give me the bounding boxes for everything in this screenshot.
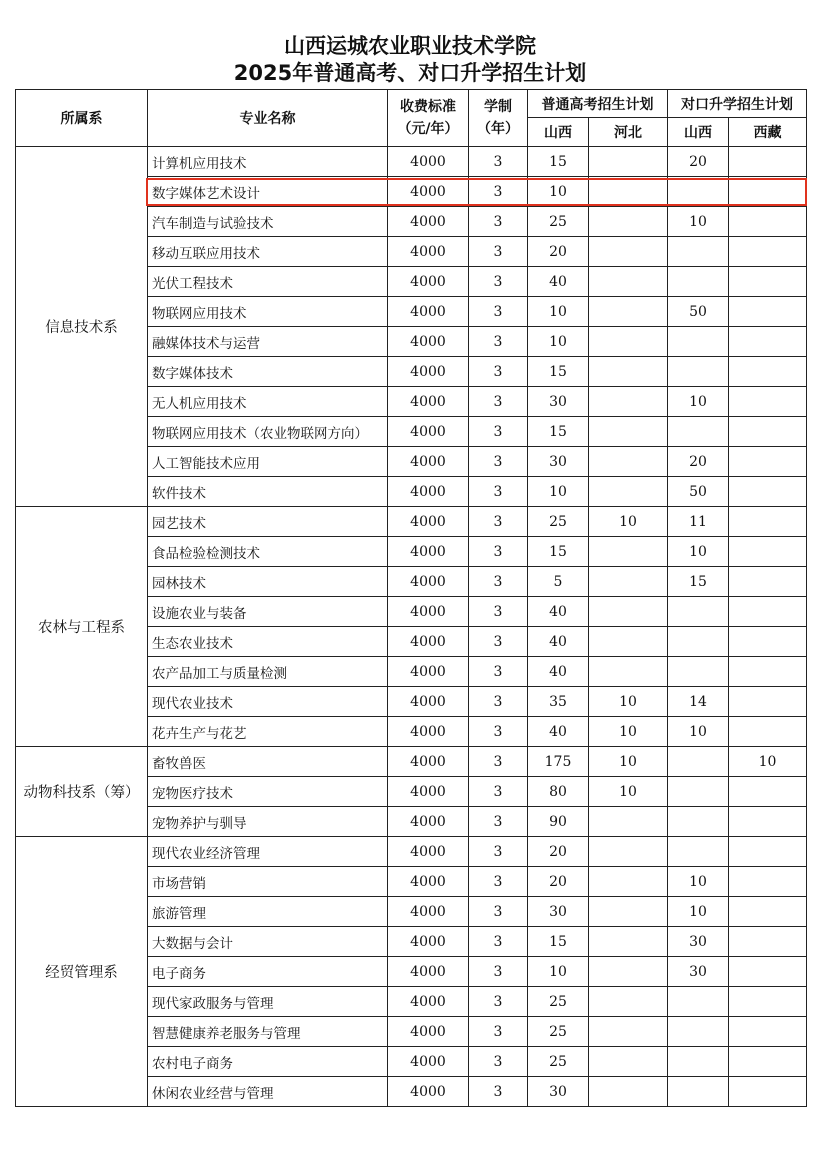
major-name: 设施农业与装备 [148,597,388,627]
header-dept: 所属系 [16,90,148,147]
vocational-xizang-value [729,777,807,807]
vocational-xizang-value [729,987,807,1017]
fee-value: 4000 [388,777,469,807]
years-value: 3 [469,897,528,927]
vocational-xizang-value [729,717,807,747]
years-value: 3 [469,447,528,477]
general-shanxi-value: 10 [528,177,589,207]
vocational-xizang-value [729,807,807,837]
major-name: 人工智能技术应用 [148,447,388,477]
general-hebei-value [589,147,668,177]
years-value: 3 [469,627,528,657]
general-shanxi-value: 5 [528,567,589,597]
fee-value: 4000 [388,357,469,387]
vocational-shanxi-value: 30 [668,957,729,987]
years-value: 3 [469,927,528,957]
vocational-xizang-value [729,897,807,927]
header-years-line2: （年） [477,121,519,137]
major-name: 生态农业技术 [148,627,388,657]
vocational-xizang-value [729,417,807,447]
general-shanxi-value: 175 [528,747,589,777]
major-name: 光伏工程技术 [148,267,388,297]
fee-value: 4000 [388,687,469,717]
vocational-shanxi-value [668,807,729,837]
general-shanxi-value: 40 [528,627,589,657]
page-subtitle: 2025年普通高考、对口升学招生计划 [233,61,587,85]
vocational-xizang-value [729,567,807,597]
general-hebei-value [589,327,668,357]
years-value: 3 [469,1047,528,1077]
major-name: 数字媒体技术 [148,357,388,387]
vocational-shanxi-value: 10 [668,387,729,417]
years-value: 3 [469,777,528,807]
fee-value: 4000 [388,297,469,327]
fee-value: 4000 [388,387,469,417]
general-hebei-value [589,297,668,327]
general-hebei-value [589,567,668,597]
fee-value: 4000 [388,537,469,567]
fee-value: 4000 [388,477,469,507]
major-name: 畜牧兽医 [148,747,388,777]
general-shanxi-value: 10 [528,297,589,327]
years-value: 3 [469,417,528,447]
general-hebei-value [589,627,668,657]
general-hebei-value: 10 [589,777,668,807]
vocational-shanxi-value [668,777,729,807]
general-hebei-value [589,867,668,897]
vocational-shanxi-value: 14 [668,687,729,717]
vocational-shanxi-value: 20 [668,447,729,477]
years-value: 3 [469,237,528,267]
vocational-xizang-value [729,597,807,627]
vocational-xizang-value [729,627,807,657]
header-vocational-plan: 对口升学招生计划 [668,90,807,118]
fee-value: 4000 [388,597,469,627]
years-value: 3 [469,177,528,207]
years-value: 3 [469,957,528,987]
general-hebei-value [589,1077,668,1107]
fee-value: 4000 [388,717,469,747]
department-name: 信息技术系 [16,147,148,507]
major-name: 园林技术 [148,567,388,597]
vocational-shanxi-value: 50 [668,297,729,327]
vocational-xizang-value [729,327,807,357]
general-hebei-value [589,657,668,687]
major-name: 物联网应用技术 [148,297,388,327]
general-hebei-value: 10 [589,507,668,537]
fee-value: 4000 [388,987,469,1017]
general-shanxi-value: 10 [528,477,589,507]
years-value: 3 [469,267,528,297]
general-shanxi-value: 25 [528,1047,589,1077]
general-shanxi-value: 80 [528,777,589,807]
years-value: 3 [469,657,528,687]
vocational-xizang-value [729,927,807,957]
vocational-shanxi-value [668,1077,729,1107]
fee-value: 4000 [388,867,469,897]
vocational-xizang-value [729,657,807,687]
vocational-shanxi-value [668,627,729,657]
fee-value: 4000 [388,567,469,597]
vocational-shanxi-value [668,747,729,777]
years-value: 3 [469,837,528,867]
major-name: 旅游管理 [148,897,388,927]
major-name: 大数据与会计 [148,927,388,957]
general-hebei-value [589,837,668,867]
general-hebei-value: 10 [589,687,668,717]
fee-value: 4000 [388,207,469,237]
general-hebei-value [589,357,668,387]
years-value: 3 [469,807,528,837]
major-name: 现代农业经济管理 [148,837,388,867]
vocational-shanxi-value [668,597,729,627]
general-hebei-value [589,477,668,507]
general-shanxi-value: 10 [528,327,589,357]
header-major: 专业名称 [148,90,388,147]
vocational-shanxi-value: 10 [668,867,729,897]
years-value: 3 [469,597,528,627]
fee-value: 4000 [388,417,469,447]
years-value: 3 [469,507,528,537]
general-hebei-value [589,897,668,927]
general-hebei-value [589,237,668,267]
vocational-xizang-value [729,537,807,567]
general-hebei-value [589,417,668,447]
vocational-shanxi-value [668,837,729,867]
vocational-xizang-value [729,477,807,507]
major-name: 花卉生产与花艺 [148,717,388,747]
fee-value: 4000 [388,627,469,657]
fee-value: 4000 [388,507,469,537]
major-name: 数字媒体艺术设计 [148,177,388,207]
general-shanxi-value: 25 [528,1017,589,1047]
general-hebei-value [589,177,668,207]
years-value: 3 [469,747,528,777]
fee-value: 4000 [388,1017,469,1047]
general-shanxi-value: 30 [528,1077,589,1107]
vocational-xizang-value: 10 [729,747,807,777]
department-name: 农林与工程系 [16,507,148,747]
header-vocational-xizang: 西藏 [729,118,807,147]
general-hebei-value [589,1017,668,1047]
general-hebei-value: 10 [589,747,668,777]
vocational-shanxi-value [668,1047,729,1077]
fee-value: 4000 [388,447,469,477]
general-shanxi-value: 40 [528,597,589,627]
major-name: 食品检验检测技术 [148,537,388,567]
major-name: 物联网应用技术（农业物联网方向） [148,417,388,447]
years-value: 3 [469,1077,528,1107]
fee-value: 4000 [388,1077,469,1107]
header-years-line1: 学制 [484,99,512,115]
fee-value: 4000 [388,897,469,927]
major-name: 移动互联应用技术 [148,237,388,267]
major-name: 休闲农业经营与管理 [148,1077,388,1107]
general-shanxi-value: 15 [528,417,589,447]
major-name: 农村电子商务 [148,1047,388,1077]
general-shanxi-value: 35 [528,687,589,717]
general-hebei-value [589,957,668,987]
major-name: 宠物养护与驯导 [148,807,388,837]
general-shanxi-value: 25 [528,987,589,1017]
vocational-shanxi-value [668,987,729,1017]
major-name: 市场营销 [148,867,388,897]
vocational-xizang-value [729,687,807,717]
fee-value: 4000 [388,267,469,297]
vocational-xizang-value [729,837,807,867]
general-hebei-value [589,597,668,627]
enrollment-table [15,89,807,1107]
header-general-hebei: 河北 [589,118,668,147]
general-shanxi-value: 15 [528,927,589,957]
vocational-xizang-value [729,237,807,267]
vocational-shanxi-value [668,1017,729,1047]
vocational-xizang-value [729,1077,807,1107]
general-shanxi-value: 15 [528,147,589,177]
years-value: 3 [469,1017,528,1047]
page-title: 山西运城农业职业技术学院 [284,34,536,58]
fee-value: 4000 [388,747,469,777]
vocational-shanxi-value [668,357,729,387]
vocational-xizang-value [729,867,807,897]
fee-value: 4000 [388,837,469,867]
major-name: 园艺技术 [148,507,388,537]
fee-value: 4000 [388,327,469,357]
vocational-shanxi-value: 30 [668,927,729,957]
years-value: 3 [469,477,528,507]
major-name: 宠物医疗技术 [148,777,388,807]
vocational-xizang-value [729,507,807,537]
vocational-shanxi-value: 11 [668,507,729,537]
years-value: 3 [469,567,528,597]
vocational-xizang-value [729,147,807,177]
major-name: 农产品加工与质量检测 [148,657,388,687]
years-value: 3 [469,537,528,567]
header-fee-line1: 收费标准 [400,99,456,115]
vocational-xizang-value [729,267,807,297]
vocational-xizang-value [729,1047,807,1077]
vocational-shanxi-value: 15 [668,567,729,597]
vocational-xizang-value [729,387,807,417]
general-shanxi-value: 90 [528,807,589,837]
vocational-xizang-value [729,177,807,207]
vocational-xizang-value [729,957,807,987]
major-name: 无人机应用技术 [148,387,388,417]
major-name: 计算机应用技术 [148,147,388,177]
general-shanxi-value: 40 [528,657,589,687]
years-value: 3 [469,387,528,417]
vocational-shanxi-value [668,417,729,447]
vocational-shanxi-value: 10 [668,717,729,747]
major-name: 智慧健康养老服务与管理 [148,1017,388,1047]
fee-value: 4000 [388,657,469,687]
general-shanxi-value: 30 [528,897,589,927]
header-fee-line2: （元/年） [397,121,459,137]
vocational-shanxi-value [668,237,729,267]
table-row [16,837,807,867]
vocational-xizang-value [729,297,807,327]
general-shanxi-value: 20 [528,867,589,897]
vocational-shanxi-value: 20 [668,147,729,177]
vocational-shanxi-value [668,177,729,207]
general-hebei-value [589,207,668,237]
general-shanxi-value: 25 [528,507,589,537]
fee-value: 4000 [388,1047,469,1077]
major-name: 软件技术 [148,477,388,507]
general-hebei-value [589,927,668,957]
vocational-xizang-value [729,447,807,477]
general-shanxi-value: 30 [528,447,589,477]
general-shanxi-value: 30 [528,387,589,417]
header-vocational-shanxi: 山西 [668,118,729,147]
general-shanxi-value: 15 [528,537,589,567]
general-hebei-value [589,987,668,1017]
years-value: 3 [469,987,528,1017]
vocational-shanxi-value: 10 [668,537,729,567]
general-shanxi-value: 40 [528,717,589,747]
years-value: 3 [469,327,528,357]
years-value: 3 [469,687,528,717]
vocational-shanxi-value [668,327,729,357]
header-years [469,90,528,147]
general-hebei-value [589,267,668,297]
years-value: 3 [469,297,528,327]
general-hebei-value [589,387,668,417]
major-name: 现代农业技术 [148,687,388,717]
header-fee [388,90,469,147]
general-shanxi-value: 10 [528,957,589,987]
vocational-xizang-value [729,1017,807,1047]
major-name: 汽车制造与试验技术 [148,207,388,237]
general-shanxi-value: 40 [528,267,589,297]
years-value: 3 [469,357,528,387]
general-shanxi-value: 15 [528,357,589,387]
fee-value: 4000 [388,957,469,987]
table-row [16,747,807,777]
fee-value: 4000 [388,927,469,957]
vocational-shanxi-value [668,657,729,687]
years-value: 3 [469,717,528,747]
vocational-shanxi-value: 10 [668,207,729,237]
vocational-xizang-value [729,207,807,237]
header-general-plan: 普通高考招生计划 [528,90,668,118]
table-row [16,147,807,177]
major-name: 融媒体技术与运营 [148,327,388,357]
general-shanxi-value: 25 [528,207,589,237]
fee-value: 4000 [388,807,469,837]
years-value: 3 [469,207,528,237]
general-hebei-value [589,447,668,477]
vocational-shanxi-value [668,267,729,297]
years-value: 3 [469,147,528,177]
table-body [16,147,807,1107]
table-row [16,507,807,537]
fee-value: 4000 [388,147,469,177]
general-hebei-value [589,807,668,837]
header-general-shanxi: 山西 [528,118,589,147]
department-name: 动物科技系（筹） [16,747,148,837]
general-shanxi-value: 20 [528,837,589,867]
major-name: 现代家政服务与管理 [148,987,388,1017]
general-hebei-value [589,537,668,567]
vocational-xizang-value [729,357,807,387]
vocational-shanxi-value: 10 [668,897,729,927]
vocational-shanxi-value: 50 [668,477,729,507]
department-name: 经贸管理系 [16,837,148,1107]
general-hebei-value [589,1047,668,1077]
general-hebei-value: 10 [589,717,668,747]
table-header [16,90,807,147]
years-value: 3 [469,867,528,897]
fee-value: 4000 [388,177,469,207]
major-name: 电子商务 [148,957,388,987]
fee-value: 4000 [388,237,469,267]
general-shanxi-value: 20 [528,237,589,267]
